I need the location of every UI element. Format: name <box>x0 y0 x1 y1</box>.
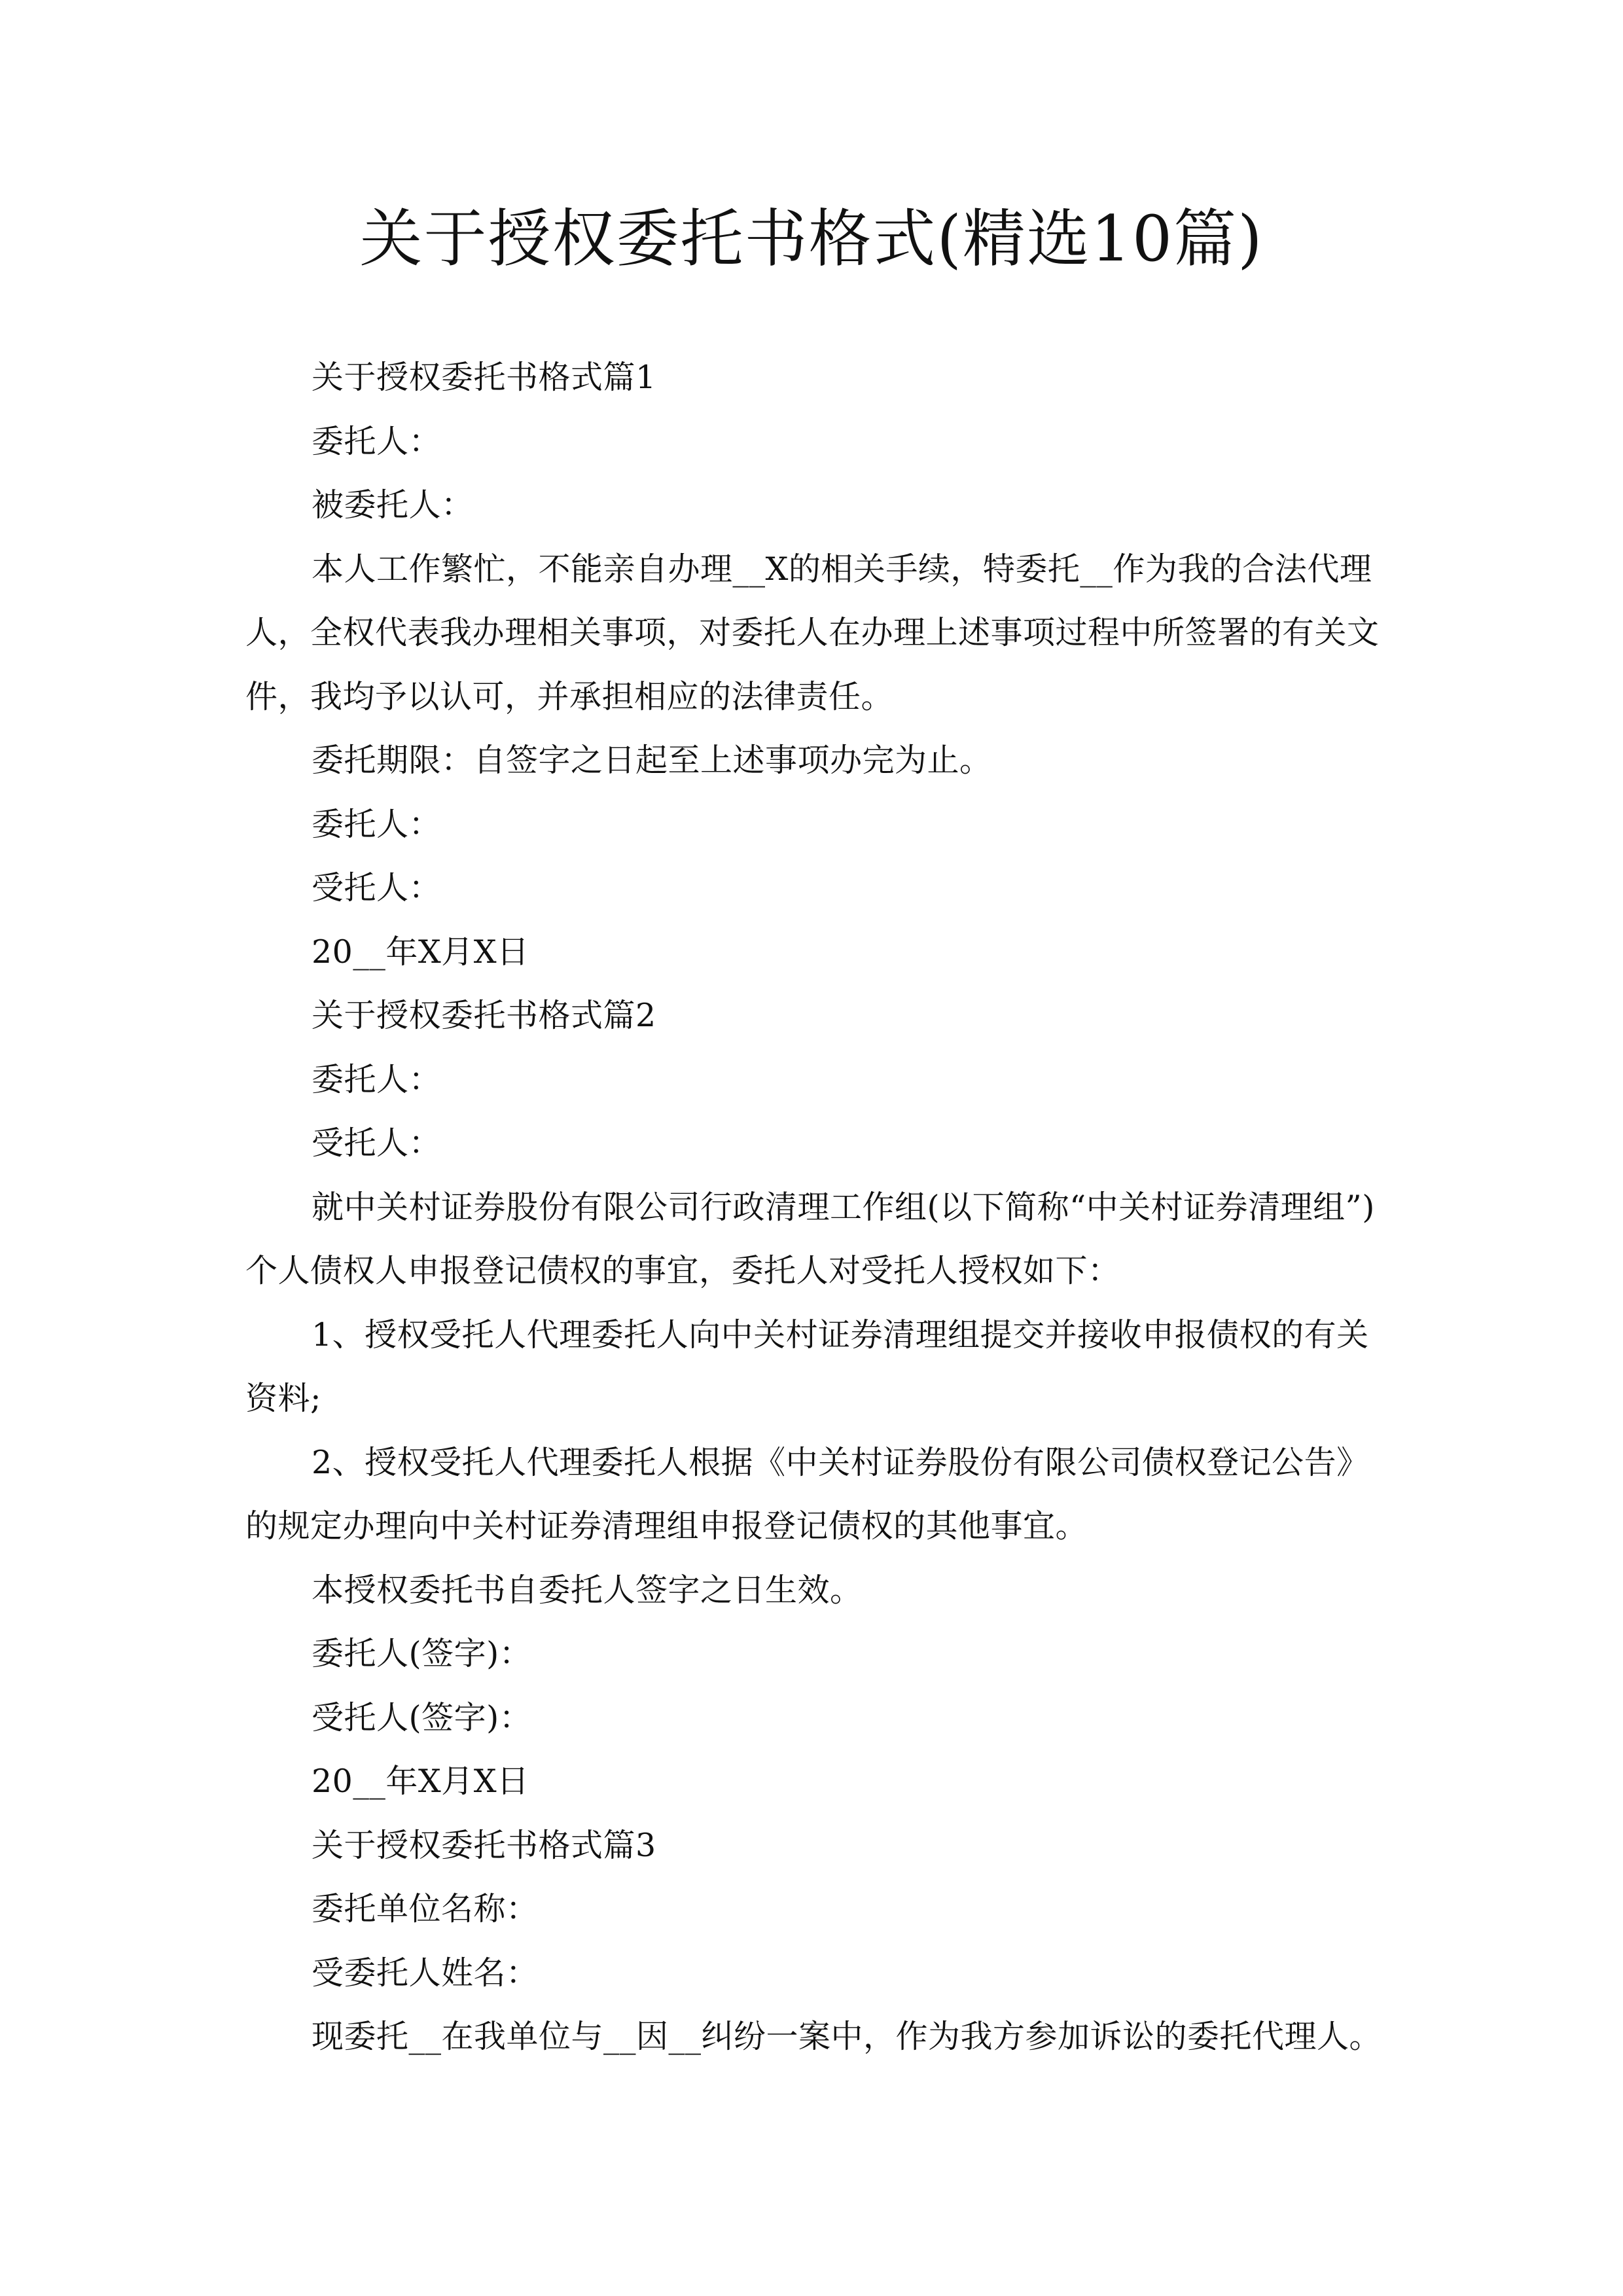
paragraph <box>245 473 1397 537</box>
text-line: 委托人： <box>312 805 442 843</box>
text-line: 受托人(签字)： <box>312 1698 532 1736</box>
paragraph <box>245 1749 1397 1814</box>
paragraph <box>245 346 1397 410</box>
paragraph <box>245 1175 1397 1303</box>
text-line: 受托人： <box>312 869 442 906</box>
paragraph <box>245 1877 1397 1941</box>
text-line: 被委托人： <box>312 486 474 524</box>
text-line: 关于授权委托书格式篇3 <box>312 1826 656 1864</box>
paragraph <box>245 1048 1397 1112</box>
paragraph <box>245 1814 1397 1878</box>
text-line: 委托人： <box>312 422 442 460</box>
text-line: 委托期限：自签字之日起至上述事项办完为止。 <box>312 742 992 779</box>
paragraph <box>245 793 1397 857</box>
text-line: 受委托人姓名： <box>312 1954 539 1992</box>
paragraph <box>245 728 1397 793</box>
text-line: 本授权委托书自委托人签字之日生效。 <box>312 1571 863 1609</box>
paragraph <box>245 856 1397 920</box>
paragraph <box>245 1431 1397 1558</box>
paragraph <box>245 984 1397 1048</box>
text-line: 1、授权受托人代理委托人向中关村证券清理组提交并接收申报债权的有关 <box>312 1316 1369 1354</box>
text-line: 2、授权受托人代理委托人根据《中关村证券股份有限公司债权登记公告》 <box>312 1443 1369 1481</box>
paragraph <box>245 1303 1397 1431</box>
text-line: 关于授权委托书格式篇1 <box>312 359 656 396</box>
text-line: 20__年X月X日 <box>312 933 529 971</box>
paragraph <box>245 1941 1397 2005</box>
text-line: 资料; <box>245 1380 322 1417</box>
paragraph <box>245 1622 1397 1686</box>
paragraph <box>245 537 1397 729</box>
text-line: 现委托__在我单位与__因__纠纷一案中，作为我方参加诉讼的委托代理人。 <box>312 2018 1382 2055</box>
text-line: 就中关村证券股份有限公司行政清理工作组(以下简称“中关村证券清理组”) <box>312 1188 1375 1226</box>
text-line: 人，全权代表我办理相关事项，对委托人在办理上述事项过程中所签署的有关文 <box>245 614 1380 651</box>
document-body <box>245 346 1397 2069</box>
text-line: 个人债权人申报登记债权的事宜，委托人对受托人授权如下： <box>245 1252 1120 1289</box>
text-line: 受托人： <box>312 1124 442 1162</box>
text-line: 的规定办理向中关村证券清理组申报登记债权的其他事宜。 <box>245 1507 1088 1545</box>
paragraph <box>245 1686 1397 1750</box>
text-line: 关于授权委托书格式篇2 <box>312 997 656 1034</box>
text-line: 委托单位名称： <box>312 1890 539 1928</box>
text-line: 本人工作繁忙，不能亲自办理__X的相关手续，特委托__作为我的合法代理 <box>312 550 1372 588</box>
paragraph <box>245 2005 1397 2069</box>
paragraph <box>245 1111 1397 1175</box>
paragraph <box>245 410 1397 474</box>
text-line: 委托人： <box>312 1060 442 1098</box>
document-title: 关于授权委托书格式(精选10篇) <box>359 202 1264 276</box>
paragraph <box>245 1558 1397 1623</box>
text-line: 20__年X月X日 <box>312 1763 529 1800</box>
text-line: 委托人(签字)： <box>312 1635 532 1672</box>
paragraph <box>245 920 1397 984</box>
text-line: 件，我均予以认可，并承担相应的法律责任。 <box>245 677 894 715</box>
